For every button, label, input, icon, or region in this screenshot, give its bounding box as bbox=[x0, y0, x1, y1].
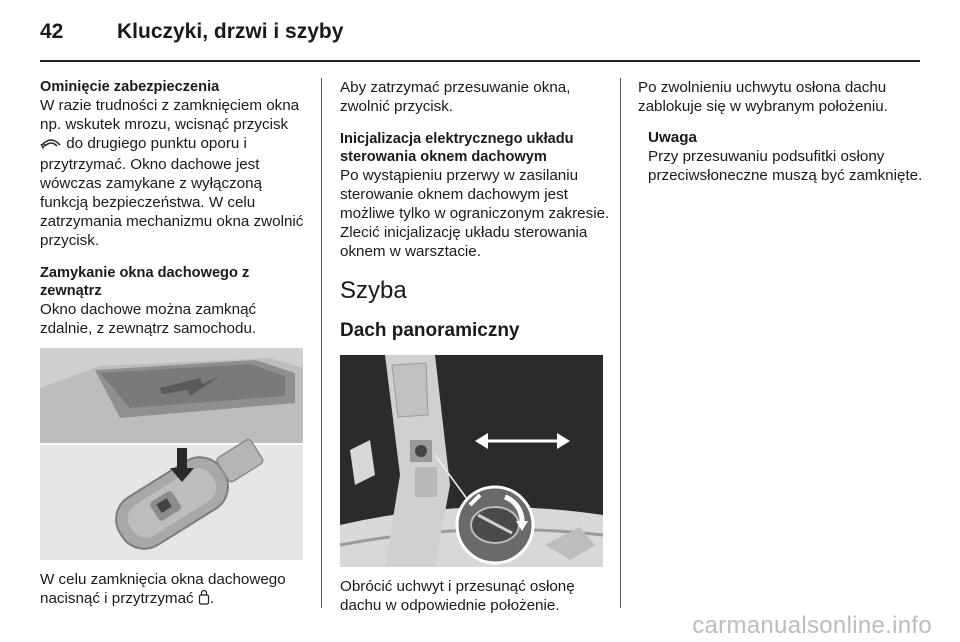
figure-panoramic-roof bbox=[340, 355, 603, 567]
subsection-title: Dach panoramiczny bbox=[340, 320, 520, 341]
paragraph-bypass-text-a: W razie trudności z zamknięciem okna np. wskutek mrozu, wcisnąć przycisk bbox=[40, 97, 300, 133]
column-divider-2 bbox=[620, 78, 621, 608]
paragraph-bypass bbox=[40, 96, 305, 250]
page-header bbox=[40, 14, 920, 64]
page-number: 42 bbox=[40, 20, 64, 43]
heading-bypass-protection: Ominięcie zabezpieczenia bbox=[40, 79, 220, 95]
column-2 bbox=[340, 78, 610, 615]
heading-close-from-outside: Zamykanie okna dachowego z zewnątrz bbox=[40, 265, 250, 299]
figure-caption-key-text-b: . bbox=[209, 590, 215, 607]
note-title: Uwaga bbox=[648, 129, 697, 146]
paragraph-initialization: Po wystąpieniu przerwy w zasilaniu sterowanie oknem dachowym jest możliwe tylko w ograniczonym zakresie. Zlecić inicjalizację układu sterowania oknem w warsztacie. bbox=[340, 167, 610, 260]
figure-key-remote bbox=[40, 348, 303, 560]
column-3 bbox=[638, 78, 928, 185]
paragraph-release-handle: Po zwolnieniu uchwytu osłona dachu zablokuje się w wybranym położeniu. bbox=[638, 79, 888, 115]
key-lock-icon bbox=[198, 589, 210, 610]
paragraph-stop-window: Aby zatrzymać przesuwanie okna, zwolnić przycisk. bbox=[340, 79, 571, 115]
paragraph-bypass-text-b: do drugiego punktu oporu i przytrzymać. Okno dachowe jest wówczas zamykane z wyłączoną funkcją bezpieczeństwa. W celu zatrzymania mechanizmu okna zwolnić przycisk. bbox=[40, 135, 304, 249]
column-1 bbox=[40, 78, 305, 610]
note-box bbox=[648, 128, 928, 185]
figure-caption-key-text-a: W celu zamknięcia okna dachowego nacisnąć i przytrzymać bbox=[40, 571, 286, 607]
figure-caption-key bbox=[40, 570, 305, 610]
section-title: Szyba bbox=[340, 277, 407, 304]
note-text: Przy przesuwaniu podsufitki osłony przeciwsłoneczne muszą być zamknięte. bbox=[648, 148, 923, 184]
column-divider-1 bbox=[321, 78, 322, 608]
paragraph-close-remote: Okno dachowe można zamknąć zdalnie, z zewnątrz samochodu. bbox=[40, 301, 257, 337]
sunroof-button-icon bbox=[40, 136, 62, 155]
header-divider bbox=[40, 60, 920, 62]
figure-caption-roof: Obrócić uchwyt i przesunąć osłonę dachu w odpowiednie położenie. bbox=[340, 578, 575, 614]
heading-initialization: Inicjalizacja elektrycznego układu sterowania oknem dachowym bbox=[340, 131, 574, 165]
chapter-title: Kluczyki, drzwi i szyby bbox=[117, 20, 344, 43]
watermark: carmanualsonline.info bbox=[692, 612, 932, 639]
